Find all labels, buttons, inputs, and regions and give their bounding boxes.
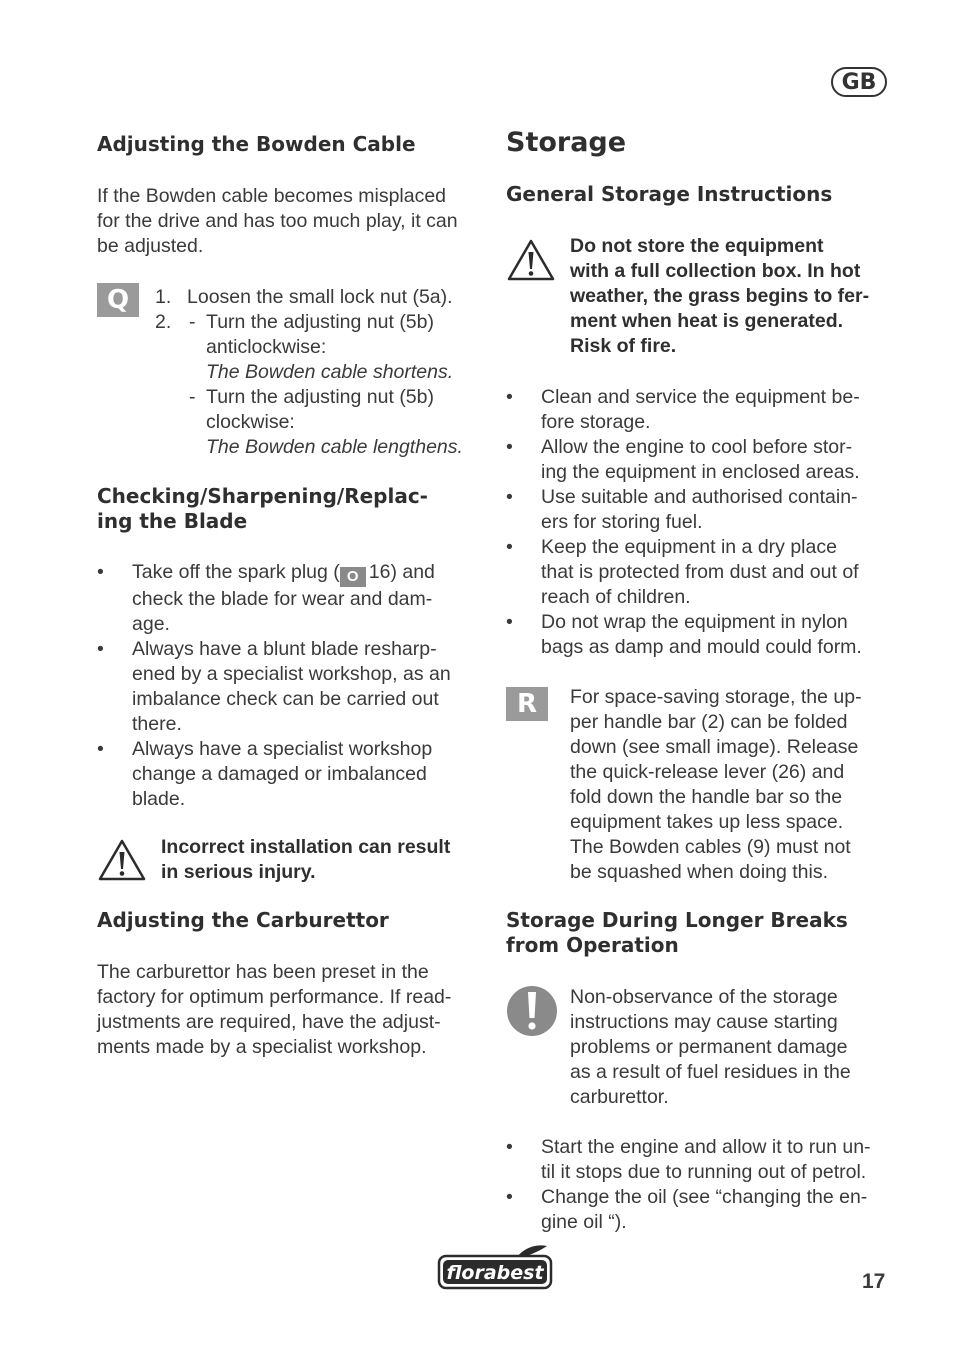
language-badge: GB — [831, 67, 887, 97]
blade-list — [97, 560, 487, 812]
list-item: • Keep the equipment in a dry place that is protected from dust and out of reach of children. — [506, 536, 859, 608]
figure-letter-q: Q — [97, 283, 139, 317]
storage-list — [506, 385, 901, 660]
blade-warning-text: Incorrect installation can result in serious injury. — [161, 836, 451, 883]
heading-storage: Storage — [506, 127, 627, 158]
list-item: • Allow the engine to cool before stor- ing the equipment in enclosed areas. — [506, 436, 860, 483]
list-item: • Use suitable and authorised contain- ers for storing fuel. — [506, 486, 858, 533]
storage-note-text: For space-saving storage, the up- per handle bar (2) can be folded down (see small image). Release the quick-release lever (26) and fold down the handle bar so the equipment takes up less space. The Bowden cables (9) must not be squashed when doing this. — [570, 686, 862, 883]
storage-warning-text: Do not store the equipment with a full collection box. In hot weather, the grass begins to fer- ment when heat is generated. Risk of fire. — [570, 235, 870, 357]
heading-general-storage: General Storage Instructions — [506, 182, 833, 206]
page-number: 17 — [862, 1270, 886, 1293]
heading-adjusting-carburettor: Adjusting the Carburettor — [97, 908, 389, 932]
heading-adjusting-bowden-cable: Adjusting the Bowden Cable — [97, 132, 416, 156]
list-item: • Do not wrap the equipment in nylon bags as damp and mould could form. — [506, 611, 862, 658]
list-item: • Clean and service the equipment be- fore storage. — [506, 386, 860, 433]
heading-storage-longer-breaks: Storage During Longer Breaks from Operation — [506, 908, 848, 957]
list-item: • Change the oil (see “changing the en- gine oil “). — [506, 1186, 868, 1233]
bowden-steps: 1. Loosen the small lock nut (5a). 2. - Turn the adjusting nut (5b) anticlockwise: The Bowden cable shortens. - Turn the adjusting nut (5b) clockwise: The Bowden cable lengthens. — [155, 286, 463, 458]
longer-breaks-notice-text: Non-observance of the storage instructions may cause starting problems or permanent damage as a result of fuel residues in the carburettor. — [570, 986, 851, 1108]
list-item: • Always have a blunt blade resharp- ened by a specialist workshop, as an imbalance check can be carried out there. — [97, 638, 451, 735]
bowden-intro: If the Bowden cable becomes misplaced for the drive and has too much play, it can be adjusted. — [97, 185, 458, 257]
figure-ref-o: O — [340, 567, 366, 587]
list-item: • Take off the spark plug ( O 16) and check the blade for wear and dam- age. — [97, 561, 435, 635]
exclamation-notice-icon — [506, 984, 558, 1038]
list-item: • Always have a specialist workshop change a damaged or imbalanced blade. — [97, 738, 433, 810]
carburettor-text: The carburettor has been preset in the factory for optimum performance. If read- justments are required, have the adjust- ments made by a specialist workshop. — [97, 961, 452, 1058]
florabest-logo — [437, 1243, 553, 1291]
warning-triangle-icon — [97, 838, 147, 882]
logo-wordmark: florabest — [446, 1262, 544, 1284]
longer-breaks-list — [506, 1135, 906, 1235]
list-item: • Start the engine and allow it to run un- til it stops due to running out of petrol. — [506, 1136, 871, 1183]
warning-triangle-icon — [506, 238, 556, 282]
heading-checking-blade: Checking/Sharpening/Replac- ing the Blade — [97, 484, 428, 533]
figure-letter-r: R — [506, 687, 548, 721]
